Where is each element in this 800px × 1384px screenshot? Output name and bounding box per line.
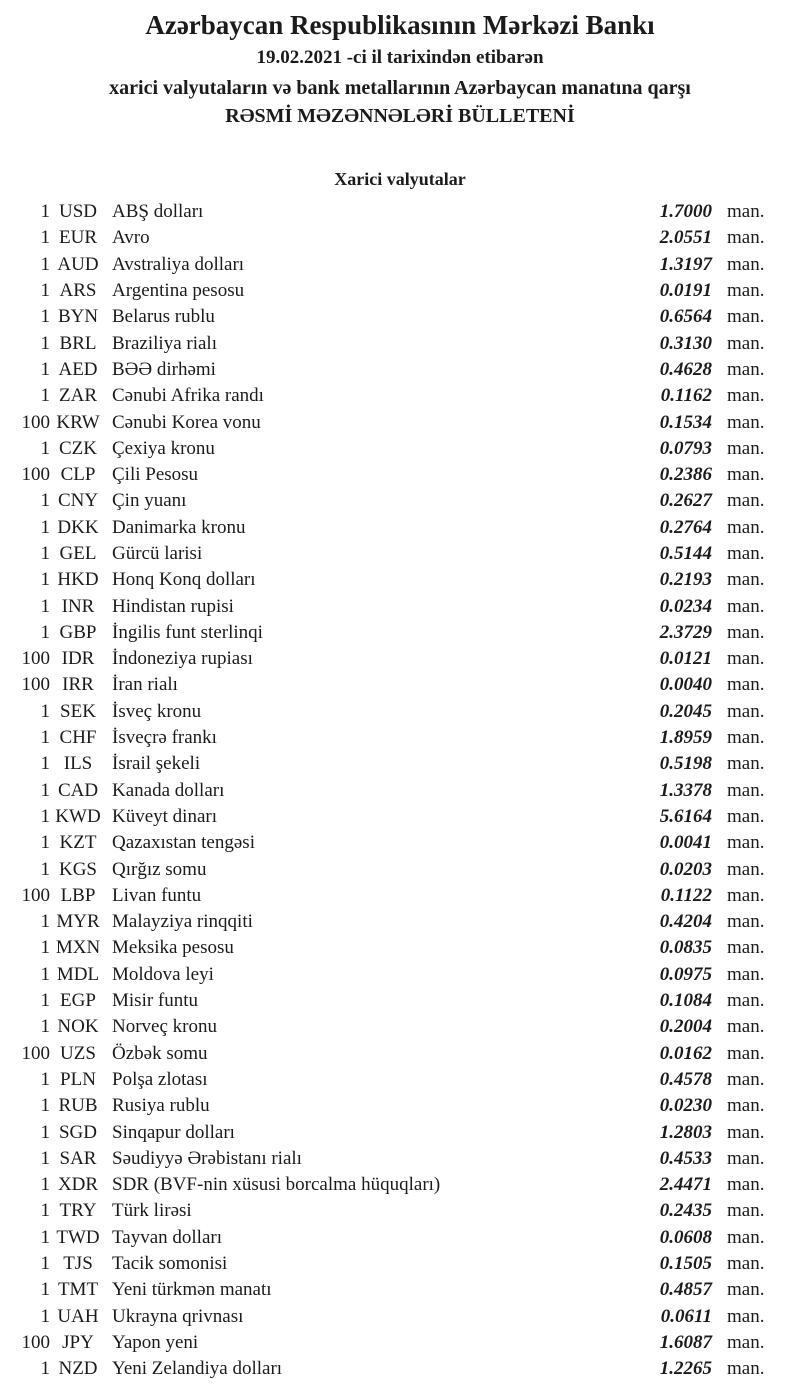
rate-unit: man. bbox=[727, 1174, 765, 1196]
rate-row bbox=[0, 699, 800, 725]
rate-unit: man. bbox=[727, 1305, 765, 1327]
rate-quantity: 1 bbox=[40, 253, 50, 275]
currency-name: Meksika pesosu bbox=[112, 937, 234, 959]
rate-row bbox=[0, 515, 800, 541]
rate-value: 1.7000 bbox=[659, 201, 712, 223]
rate-row bbox=[0, 383, 800, 409]
rate-unit: man. bbox=[727, 464, 765, 486]
currency-name: Sinqapur dolları bbox=[112, 1121, 235, 1143]
rate-row bbox=[0, 1014, 800, 1040]
currency-code: GEL bbox=[59, 543, 97, 564]
rate-row bbox=[0, 1330, 800, 1356]
currency-name: İndoneziya rupiası bbox=[112, 648, 253, 670]
rate-unit: man. bbox=[727, 1226, 765, 1248]
rate-quantity: 1 bbox=[40, 569, 50, 591]
rate-quantity: 1 bbox=[40, 1358, 50, 1380]
rate-quantity: 1 bbox=[40, 1068, 50, 1090]
effective-date-line: 19.02.2021 -ci il tarixindən etibarən bbox=[256, 47, 544, 68]
rate-value: 0.1122 bbox=[660, 884, 712, 906]
rate-quantity: 1 bbox=[40, 1121, 50, 1143]
currency-code: UAH bbox=[57, 1305, 99, 1327]
rate-quantity: 1 bbox=[40, 227, 50, 249]
currency-code: EUR bbox=[59, 227, 97, 249]
currency-code: CLP bbox=[60, 464, 96, 486]
currency-code: BYN bbox=[57, 306, 99, 328]
rate-unit: man. bbox=[727, 1200, 765, 1222]
rate-quantity: 100 bbox=[21, 1042, 50, 1064]
rate-value: 0.4533 bbox=[659, 1147, 712, 1169]
currency-code: EGP bbox=[60, 990, 96, 1012]
currency-code: RUB bbox=[58, 1095, 98, 1117]
rate-value: 0.0203 bbox=[659, 858, 712, 880]
rate-row bbox=[0, 541, 800, 567]
rate-value: 0.2004 bbox=[659, 1016, 712, 1038]
rate-quantity: 1 bbox=[40, 990, 50, 1012]
rate-value: 1.2265 bbox=[659, 1358, 712, 1380]
rate-row bbox=[0, 1251, 800, 1277]
rate-value: 1.3378 bbox=[659, 779, 712, 801]
currency-code: NZD bbox=[58, 1358, 98, 1380]
rate-value: 0.0191 bbox=[659, 280, 712, 302]
rate-quantity: 100 bbox=[21, 674, 50, 696]
rate-value: 0.1084 bbox=[659, 990, 712, 1012]
document-subtitle: xarici valyutaların və bank metallarının Azərbaycan manatına qarşı bbox=[109, 77, 691, 99]
rate-row bbox=[0, 1225, 800, 1251]
rate-unit: man. bbox=[727, 963, 765, 985]
rate-row bbox=[0, 725, 800, 751]
rate-row bbox=[0, 646, 800, 672]
rate-row bbox=[0, 409, 800, 435]
rate-row bbox=[0, 436, 800, 462]
currency-name: Küveyt dinarı bbox=[112, 805, 218, 827]
currency-name: BƏƏ dirhəmi bbox=[112, 358, 216, 380]
rate-value: 0.0835 bbox=[659, 937, 712, 959]
rate-value: 0.4204 bbox=[659, 911, 712, 933]
rate-unit: man. bbox=[727, 884, 765, 906]
rate-row bbox=[0, 988, 800, 1014]
rate-row bbox=[0, 1172, 800, 1198]
document-header bbox=[0, 10, 800, 130]
rate-unit: man. bbox=[727, 911, 765, 933]
rate-row bbox=[0, 883, 800, 909]
rate-row bbox=[0, 488, 800, 514]
currency-name: Braziliya rialı bbox=[112, 332, 217, 354]
rate-quantity: 1 bbox=[40, 911, 50, 933]
currency-code: INR bbox=[61, 595, 95, 617]
rate-quantity: 1 bbox=[40, 779, 50, 801]
currency-name: Yeni Zelandiya dolları bbox=[112, 1358, 283, 1380]
rate-value: 0.2764 bbox=[659, 516, 712, 538]
rate-value: 0.1162 bbox=[660, 385, 712, 407]
currency-name: Cənubi Afrika randı bbox=[112, 385, 264, 407]
currency-name: ABŞ dolları bbox=[112, 201, 204, 223]
rate-quantity: 1 bbox=[40, 727, 50, 749]
rate-quantity: 1 bbox=[40, 1279, 50, 1301]
currency-code: GBP bbox=[59, 621, 97, 643]
currency-code: JPY bbox=[62, 1331, 94, 1353]
rate-quantity: 1 bbox=[40, 490, 50, 512]
currency-code: MXN bbox=[55, 937, 101, 959]
rate-row bbox=[0, 1093, 800, 1119]
rate-row bbox=[0, 1277, 800, 1303]
rate-value: 0.3130 bbox=[659, 332, 712, 354]
rate-value: 0.0793 bbox=[659, 437, 712, 459]
rate-quantity: 1 bbox=[40, 437, 50, 459]
rate-quantity: 1 bbox=[40, 332, 50, 354]
rate-value: 0.1505 bbox=[659, 1253, 712, 1275]
rate-unit: man. bbox=[727, 490, 765, 512]
rate-unit: man. bbox=[727, 858, 765, 880]
rate-quantity: 1 bbox=[40, 858, 50, 880]
rate-value: 0.0234 bbox=[659, 595, 712, 617]
rate-quantity: 1 bbox=[40, 963, 50, 985]
currency-name: Norveç kronu bbox=[112, 1016, 217, 1038]
rate-unit: man. bbox=[727, 253, 765, 275]
currency-code: DKK bbox=[57, 516, 99, 538]
rate-quantity: 1 bbox=[40, 700, 50, 722]
rate-unit: man. bbox=[727, 1279, 765, 1301]
rate-unit: man. bbox=[727, 385, 765, 407]
rate-unit: man. bbox=[727, 1358, 765, 1380]
rate-row bbox=[0, 357, 800, 383]
rate-value: 0.6564 bbox=[659, 306, 712, 328]
currency-code: ILS bbox=[63, 753, 93, 775]
rate-row bbox=[0, 199, 800, 225]
rate-unit: man. bbox=[727, 779, 765, 801]
currency-code: UZS bbox=[60, 1042, 96, 1064]
rate-quantity: 1 bbox=[40, 1016, 50, 1038]
currency-name: Cənubi Korea vonu bbox=[112, 411, 261, 433]
rate-value: 5.6164 bbox=[659, 805, 712, 827]
rate-unit: man. bbox=[727, 332, 765, 354]
currency-name: Polşa zlotası bbox=[112, 1068, 208, 1090]
currency-name: SDR (BVF-nin xüsusi borcalma hüquqları) bbox=[112, 1174, 441, 1196]
page-title: Azərbaycan Respublikasının Mərkəzi Bankı bbox=[145, 10, 655, 40]
rate-quantity: 1 bbox=[40, 1174, 50, 1196]
rate-row bbox=[0, 856, 800, 882]
rate-value: 0.0975 bbox=[659, 963, 712, 985]
currency-name: İsveçrə frankı bbox=[112, 727, 217, 749]
currency-code: IDR bbox=[61, 648, 95, 670]
currency-name: Qırğız somu bbox=[112, 858, 207, 880]
rate-row bbox=[0, 962, 800, 988]
rate-quantity: 1 bbox=[40, 1095, 50, 1117]
rate-quantity: 1 bbox=[40, 805, 50, 827]
rate-value: 0.2627 bbox=[659, 490, 712, 512]
rate-row bbox=[0, 1198, 800, 1224]
rate-unit: man. bbox=[727, 753, 765, 775]
currency-code: BRL bbox=[59, 332, 97, 354]
currency-name: İngilis funt sterlinqi bbox=[112, 621, 263, 643]
rate-quantity: 100 bbox=[21, 464, 50, 486]
rate-value: 0.4857 bbox=[659, 1279, 712, 1301]
rate-row bbox=[0, 1303, 800, 1329]
currency-name: Honq Konq dolları bbox=[112, 569, 256, 591]
currency-name: Misir funtu bbox=[112, 990, 199, 1012]
rate-unit: man. bbox=[727, 595, 765, 617]
currency-name: İran rialı bbox=[112, 674, 178, 696]
currency-name: İsrail şekeli bbox=[112, 753, 201, 775]
rate-row bbox=[0, 672, 800, 698]
rate-value: 1.8959 bbox=[659, 727, 712, 749]
rate-unit: man. bbox=[727, 569, 765, 591]
rate-unit: man. bbox=[727, 937, 765, 959]
rate-row bbox=[0, 804, 800, 830]
currency-name: İsveç kronu bbox=[112, 700, 202, 722]
currency-code: HKD bbox=[57, 569, 99, 591]
rate-value: 0.4628 bbox=[659, 358, 712, 380]
rate-unit: man. bbox=[727, 1121, 765, 1143]
currency-code: SGD bbox=[58, 1121, 97, 1143]
rate-value: 0.2193 bbox=[659, 569, 712, 591]
currency-name: Türk lirəsi bbox=[112, 1200, 192, 1222]
currency-name: Avstraliya dolları bbox=[112, 253, 245, 275]
rate-row bbox=[0, 593, 800, 619]
rate-row bbox=[0, 1146, 800, 1172]
rate-value: 1.6087 bbox=[659, 1331, 712, 1353]
rate-value: 0.2435 bbox=[659, 1200, 712, 1222]
rate-quantity: 1 bbox=[40, 543, 50, 564]
rate-unit: man. bbox=[727, 201, 765, 223]
rate-row bbox=[0, 304, 800, 330]
rate-quantity: 1 bbox=[40, 280, 50, 302]
rate-value: 2.0551 bbox=[659, 227, 712, 249]
rate-unit: man. bbox=[727, 832, 765, 854]
currency-code: LBP bbox=[60, 884, 96, 906]
rate-value: 0.0611 bbox=[660, 1305, 712, 1327]
currency-name: Moldova leyi bbox=[112, 963, 214, 985]
currency-name: Yapon yeni bbox=[112, 1331, 199, 1353]
rate-quantity: 1 bbox=[40, 753, 50, 775]
rate-unit: man. bbox=[727, 227, 765, 249]
rate-unit: man. bbox=[727, 990, 765, 1012]
rate-quantity: 1 bbox=[40, 1305, 50, 1327]
currency-name: Yeni türkmən manatı bbox=[112, 1279, 272, 1301]
rate-unit: man. bbox=[727, 306, 765, 328]
rate-quantity: 100 bbox=[21, 411, 50, 433]
currency-name: Kanada dolları bbox=[112, 779, 225, 801]
rate-row bbox=[0, 830, 800, 856]
currency-code: ARS bbox=[59, 280, 97, 302]
rate-value: 0.0040 bbox=[659, 674, 712, 696]
rate-row bbox=[0, 1119, 800, 1145]
rate-unit: man. bbox=[727, 437, 765, 459]
rate-unit: man. bbox=[727, 358, 765, 380]
rate-value: 2.3729 bbox=[659, 621, 712, 643]
rate-unit: man. bbox=[727, 1042, 765, 1064]
rate-unit: man. bbox=[727, 727, 765, 749]
rate-value: 0.0162 bbox=[659, 1042, 712, 1064]
currency-name: Tacik somonisi bbox=[112, 1253, 228, 1275]
rate-value: 0.0230 bbox=[659, 1095, 712, 1117]
rate-quantity: 1 bbox=[40, 385, 50, 407]
rate-quantity: 1 bbox=[40, 1253, 50, 1275]
currency-code: MDL bbox=[56, 963, 100, 985]
bulletin-title: RƏSMİ MƏZƏNNƏLƏRİ BÜLLETENİ bbox=[225, 105, 575, 127]
rate-row bbox=[0, 751, 800, 777]
rate-unit: man. bbox=[727, 1095, 765, 1117]
rate-unit: man. bbox=[727, 674, 765, 696]
rate-value: 0.2386 bbox=[659, 464, 712, 486]
currency-name: Səudiyyə Ərəbistanı rialı bbox=[112, 1147, 302, 1169]
rate-row bbox=[0, 909, 800, 935]
rate-unit: man. bbox=[727, 543, 765, 564]
currency-code: CHF bbox=[59, 727, 97, 749]
currency-code: IRR bbox=[62, 674, 94, 696]
rate-unit: man. bbox=[727, 1068, 765, 1090]
rate-value: 0.5144 bbox=[659, 543, 712, 564]
rate-value: 0.0608 bbox=[659, 1226, 712, 1248]
currency-name: Çili Pesosu bbox=[112, 464, 199, 486]
currency-name: Belarus rublu bbox=[112, 306, 215, 328]
rate-unit: man. bbox=[727, 516, 765, 538]
currency-code: ZAR bbox=[59, 385, 97, 407]
currency-code: CAD bbox=[57, 779, 99, 801]
rate-quantity: 100 bbox=[21, 884, 50, 906]
rate-quantity: 1 bbox=[40, 1226, 50, 1248]
currency-code: USD bbox=[58, 201, 97, 223]
rate-quantity: 1 bbox=[40, 1200, 50, 1222]
rate-value: 2.4471 bbox=[659, 1174, 712, 1196]
currency-name: Livan funtu bbox=[112, 884, 202, 906]
currency-code: TWD bbox=[56, 1226, 100, 1248]
rate-row bbox=[0, 620, 800, 646]
rate-row bbox=[0, 935, 800, 961]
rate-row bbox=[0, 1041, 800, 1067]
currency-code: CNY bbox=[57, 490, 99, 512]
currency-name: Çin yuanı bbox=[112, 490, 187, 512]
currency-code: AUD bbox=[57, 253, 99, 275]
rate-row bbox=[0, 330, 800, 356]
currency-code: AED bbox=[58, 358, 98, 380]
currency-code: TRY bbox=[59, 1200, 97, 1222]
currency-name: Gürcü larisi bbox=[112, 543, 203, 564]
rate-unit: man. bbox=[727, 280, 765, 302]
rate-row bbox=[0, 462, 800, 488]
rate-quantity: 100 bbox=[21, 1331, 50, 1353]
currency-code: CZK bbox=[59, 437, 97, 459]
currency-name: Tayvan dolları bbox=[112, 1226, 222, 1248]
rate-unit: man. bbox=[727, 648, 765, 670]
currency-code: KZT bbox=[59, 832, 97, 854]
currency-name: Danimarka kronu bbox=[112, 516, 246, 538]
rate-quantity: 1 bbox=[40, 516, 50, 538]
rate-value: 0.4578 bbox=[659, 1068, 712, 1090]
currency-code: SEK bbox=[60, 700, 96, 722]
currency-code: SAR bbox=[59, 1147, 97, 1169]
rates-table bbox=[0, 199, 800, 1382]
currency-code: KWD bbox=[55, 805, 101, 827]
currency-name: Hindistan rupisi bbox=[112, 595, 234, 617]
currency-name: Özbək somu bbox=[112, 1042, 208, 1064]
currency-name: Rusiya rublu bbox=[112, 1095, 210, 1117]
currency-code: TMT bbox=[57, 1279, 99, 1301]
currency-code: TJS bbox=[63, 1253, 93, 1275]
currency-code: MYR bbox=[56, 911, 100, 933]
rate-value: 1.2803 bbox=[659, 1121, 712, 1143]
rate-unit: man. bbox=[727, 1253, 765, 1275]
rate-row bbox=[0, 278, 800, 304]
currency-name: Avro bbox=[112, 227, 150, 249]
currency-code: KRW bbox=[56, 411, 100, 433]
rate-quantity: 1 bbox=[40, 201, 50, 223]
rate-value: 0.1534 bbox=[659, 411, 712, 433]
currency-code: NOK bbox=[57, 1016, 99, 1038]
rate-row bbox=[0, 225, 800, 251]
section-title-foreign-currencies: Xarici valyutalar bbox=[334, 169, 466, 189]
currency-name: Malayziya rinqqiti bbox=[112, 911, 253, 933]
currency-name: Çexiya kronu bbox=[112, 437, 215, 459]
rate-row bbox=[0, 567, 800, 593]
rate-quantity: 1 bbox=[40, 306, 50, 328]
rate-value: 1.3197 bbox=[659, 253, 712, 275]
rate-unit: man. bbox=[727, 700, 765, 722]
rate-unit: man. bbox=[727, 621, 765, 643]
rate-value: 0.5198 bbox=[659, 753, 712, 775]
rate-unit: man. bbox=[727, 1147, 765, 1169]
rate-quantity: 1 bbox=[40, 358, 50, 380]
rate-quantity: 100 bbox=[21, 648, 50, 670]
rate-value: 0.0121 bbox=[659, 648, 712, 670]
currency-code: PLN bbox=[60, 1068, 96, 1090]
rate-unit: man. bbox=[727, 1331, 765, 1353]
rate-unit: man. bbox=[727, 1016, 765, 1038]
rate-value: 0.0041 bbox=[659, 832, 712, 854]
rate-quantity: 1 bbox=[40, 832, 50, 854]
currency-code: KGS bbox=[58, 858, 97, 880]
rate-row bbox=[0, 1067, 800, 1093]
rate-value: 0.2045 bbox=[659, 700, 712, 722]
currency-name: Ukrayna qrivnası bbox=[112, 1305, 244, 1327]
currency-name: Qazaxıstan tengəsi bbox=[112, 832, 255, 854]
rate-row bbox=[0, 778, 800, 804]
rate-quantity: 1 bbox=[40, 937, 50, 959]
rate-quantity: 1 bbox=[40, 595, 50, 617]
rate-row bbox=[0, 252, 800, 278]
rate-unit: man. bbox=[727, 411, 765, 433]
rate-quantity: 1 bbox=[40, 621, 50, 643]
currency-name: Argentina pesosu bbox=[112, 280, 245, 302]
rate-row bbox=[0, 1356, 800, 1382]
rate-unit: man. bbox=[727, 805, 765, 827]
rate-quantity: 1 bbox=[40, 1147, 50, 1169]
currency-code: XDR bbox=[57, 1174, 99, 1196]
